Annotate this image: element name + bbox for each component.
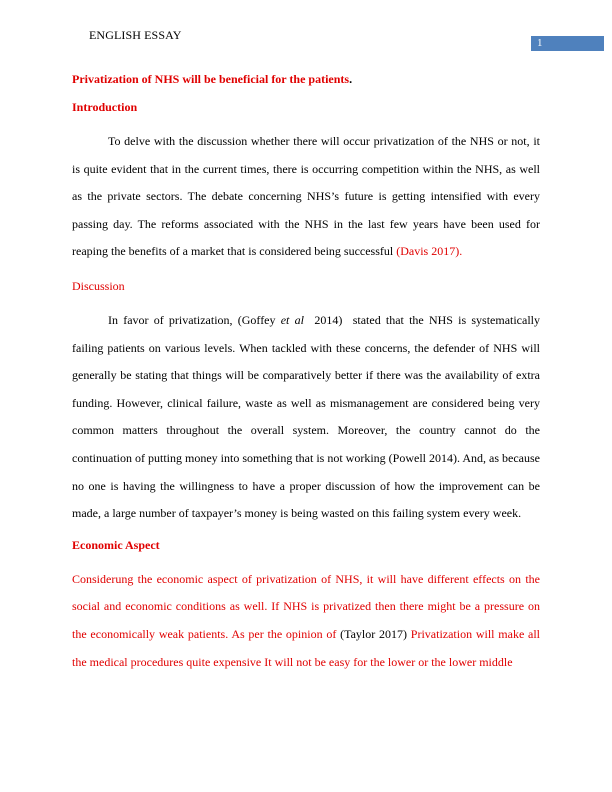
- introduction-text: To delve with the discussion whether there will occur privatization of the NHS or not, it is quite evident that in the current times, there is occurring competition within the NHS, as well as the private sectors. The debate concerning NHS’s future is getting intensified with every passing day. The reforms associated with the NHS in the last few years have been used for reaping the benefits of a market that is considered being successful: [72, 134, 540, 259]
- introduction-paragraph: [72, 128, 540, 266]
- essay-title-text: Privatization of NHS will be beneficial for the patients: [72, 72, 350, 86]
- discussion-text-rest: 2014) stated that the NHS is systematically failing patients on various levels. When tackled with these concerns, the defender of NHS will generally be stating that things will be comparatively better if there was the availability of extra funding. However, clinical failure, waste as well as mismanagement are considered being very common matters throughout the overall system. Moreover, the country cannot do the continuation of putting money into something that is not working (Powell 2014). And, as because no one is having the willingness to have a proper discussion of how the improvement can be made, a large number of taxpayer’s money is being wasted on this failing system every week.: [72, 312, 544, 521]
- essay-title-period: .: [349, 72, 353, 86]
- page-number: 1: [537, 37, 543, 49]
- discussion-heading: Discussion: [72, 278, 125, 293]
- discussion-et-al: et al: [280, 312, 304, 327]
- page-number-badge: [531, 36, 604, 51]
- discussion-paragraph: [72, 307, 544, 528]
- economic-aspect-heading: Economic Aspect: [72, 537, 160, 552]
- economic-text-start: Considerung the economic aspect of privatization of NHS, it will have different effects on the social and economic conditions as well. If NHS is privatized then there might be a pressure on the economically weak patients. As per the opinion of: [72, 571, 540, 641]
- economic-text-rest: Privatization will make all the medical procedures quite expensive It will not be easy for the lower or the lower middle: [72, 626, 541, 669]
- economic-citation: (Taylor 2017): [340, 626, 408, 641]
- introduction-citation: (Davis 2017).: [396, 244, 463, 259]
- discussion-text-start: In favor of privatization, (Goffey: [108, 312, 281, 327]
- introduction-heading: Introduction: [72, 100, 138, 114]
- economic-aspect-paragraph: [72, 566, 540, 676]
- header-title: ENGLISH ESSAY: [89, 28, 182, 42]
- essay-body: [72, 70, 544, 676]
- essay-title: [72, 70, 540, 88]
